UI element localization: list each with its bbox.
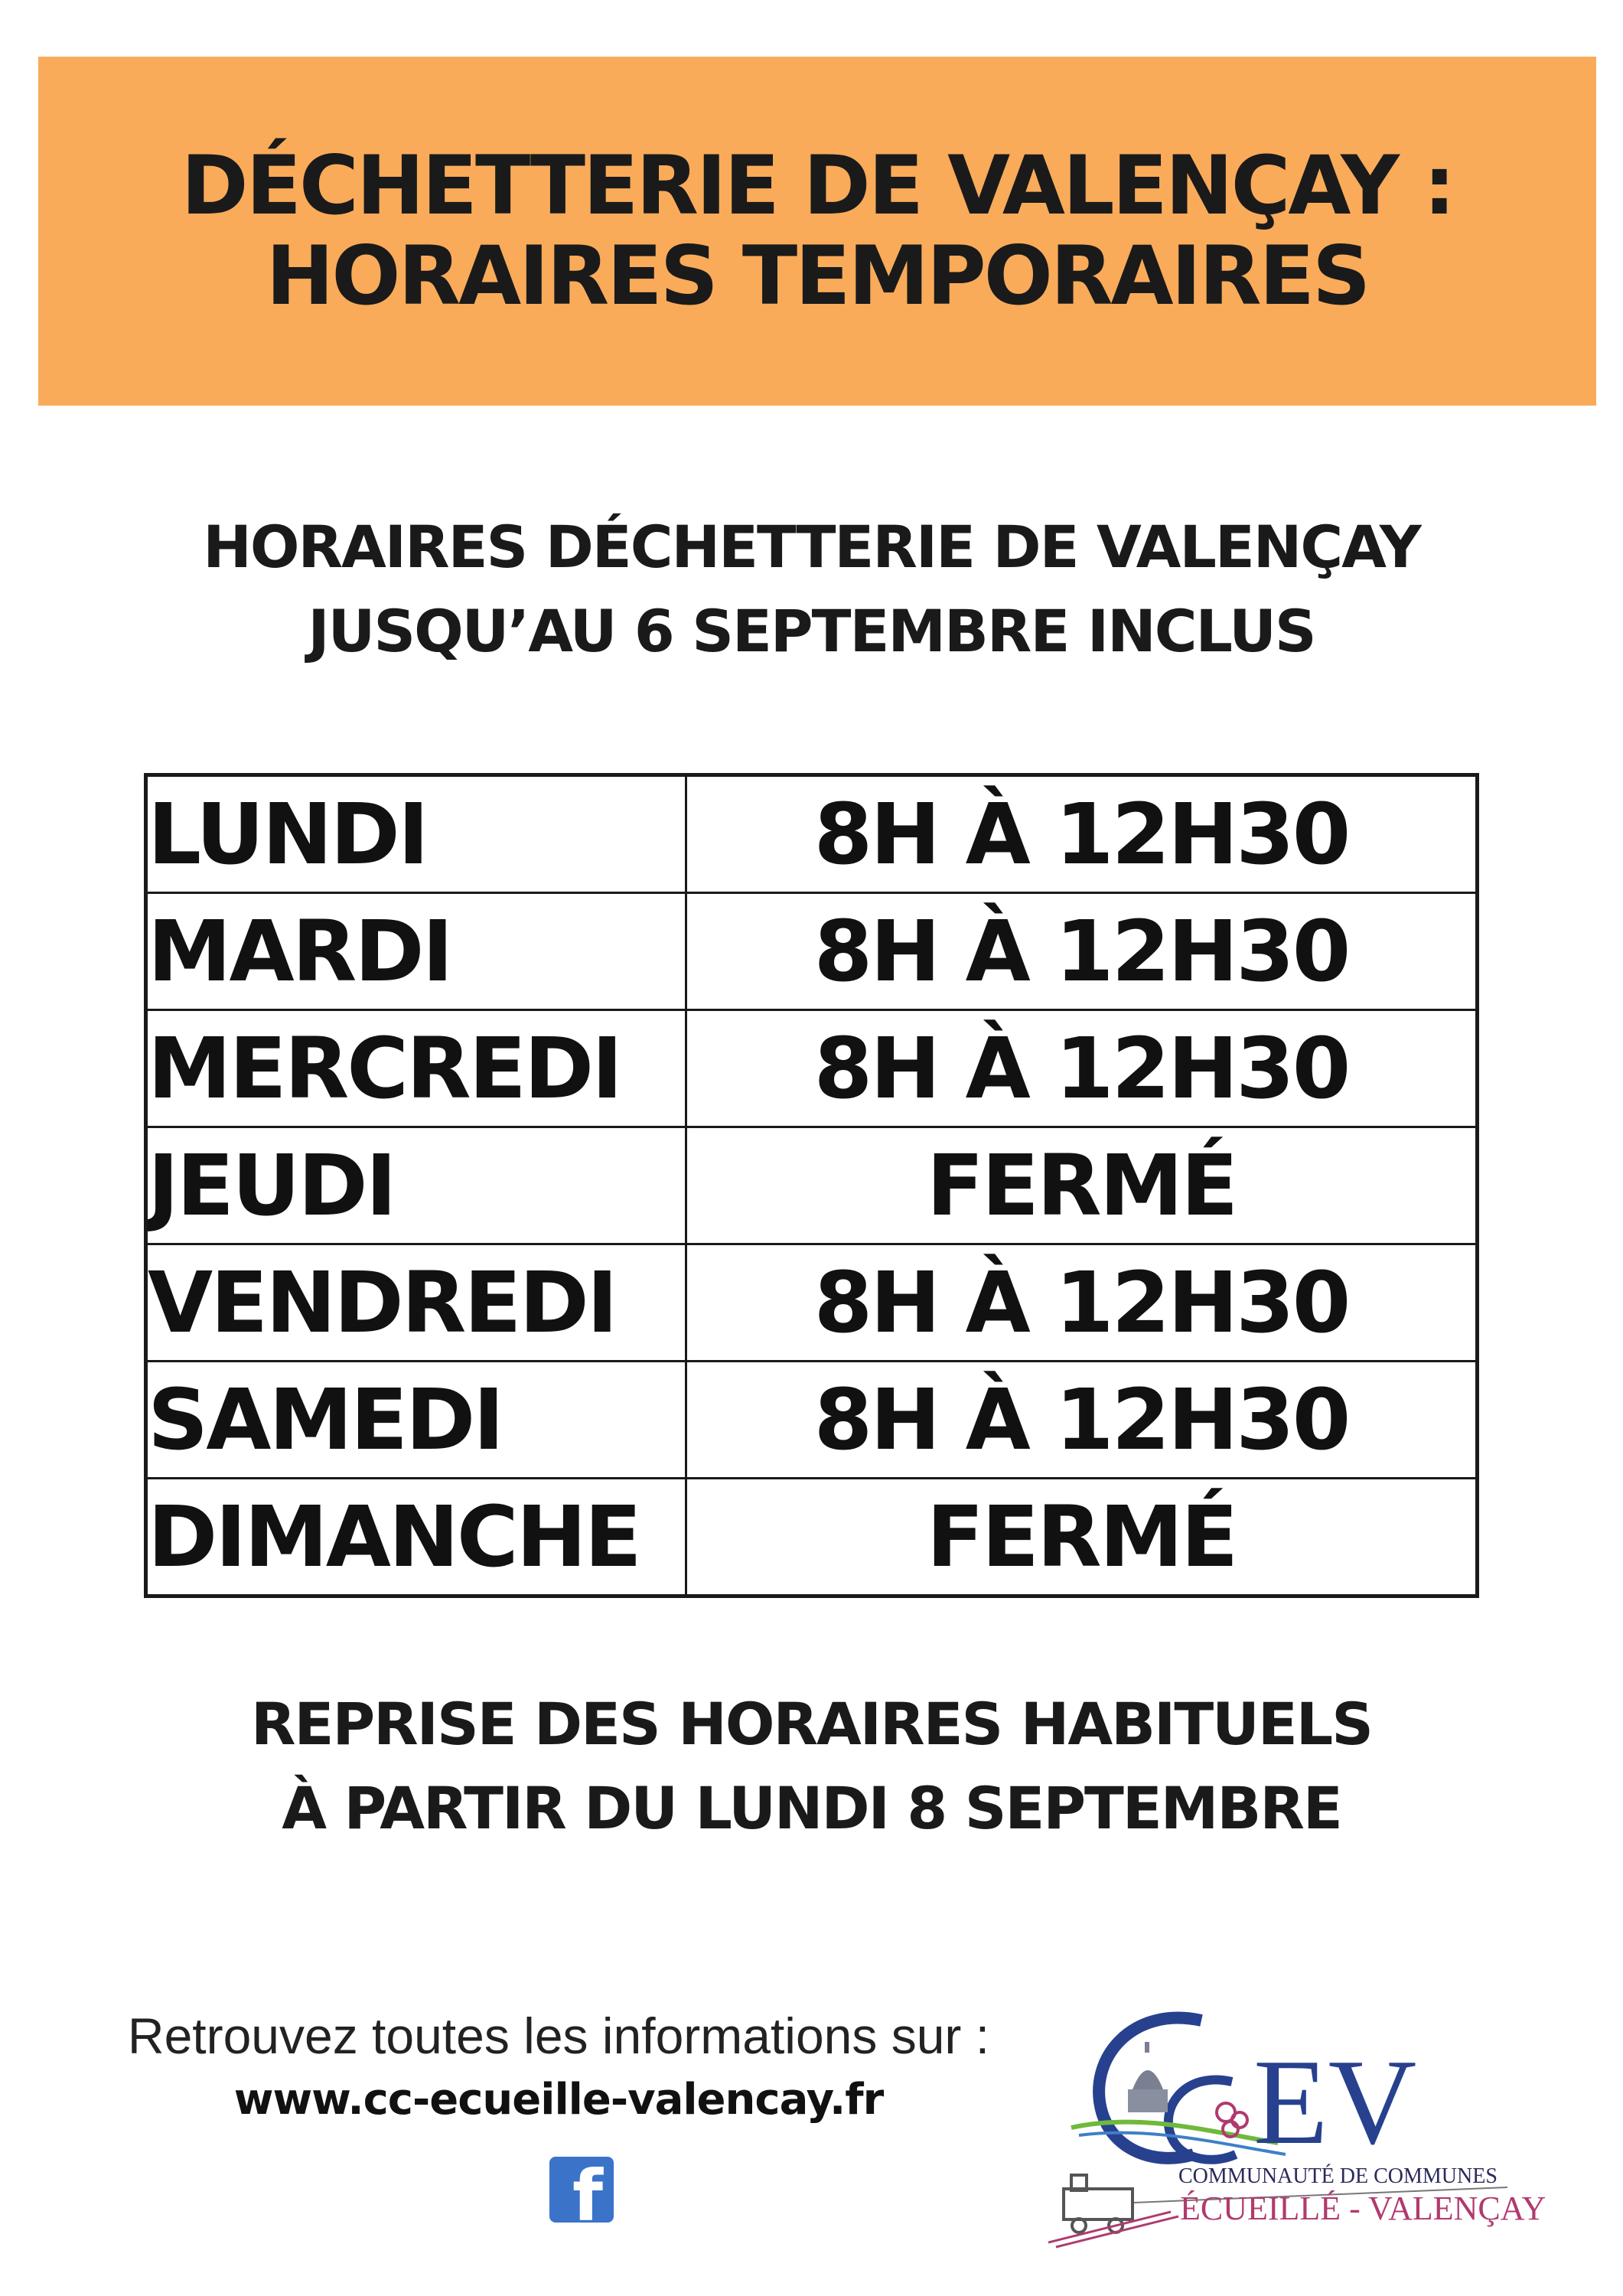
table-row [146,775,1478,893]
subtitle [0,505,1623,673]
day-cell: JEUDI [146,1127,686,1244]
logo-caption-line-1: COMMUNAUTÉ DE COMMUNES [1178,2164,1498,2188]
day-cell: DIMANCHE [146,1479,686,1596]
title-line-2: HORAIRES TEMPORAIRES [266,229,1369,323]
hours-cell: 8H À 12H30 [686,775,1478,893]
subtitle-line-1: HORAIRES DÉCHETTERIE DE VALENÇAY [203,513,1420,581]
hours-cell: FERMÉ [686,1479,1478,1596]
hours-cell: FERMÉ [686,1127,1478,1244]
resume-line-1: REPRISE DES HORAIRES HABITUELS [251,1690,1372,1758]
table-row [146,893,1478,1010]
table-row [146,1362,1478,1479]
logo-caption-line-2: ÉCUEILLÉ - VALENÇAY [1180,2190,1546,2227]
website-link[interactable]: www.cc-ecueille-valencay.fr [233,2075,884,2125]
day-cell: MERCREDI [146,1010,686,1127]
title-banner [38,57,1596,406]
schedule-table [144,773,1479,1598]
table-row [146,1479,1478,1596]
table-row [146,1244,1478,1362]
subtitle-line-2: JUSQU’AU 6 SEPTEMBRE INCLUS [308,597,1315,665]
table-row [146,1127,1478,1244]
resume-line-2: À PARTIR DU LUNDI 8 SEPTEMBRE [282,1774,1341,1842]
svg-text:EV: EV [1253,2033,1417,2170]
resume-notice [0,1682,1623,1851]
hours-cell: 8H À 12H30 [686,893,1478,1010]
hours-cell: 8H À 12H30 [686,1010,1478,1127]
day-cell: LUNDI [146,775,686,893]
day-cell: VENDREDI [146,1244,686,1362]
info-text: Retrouvez toutes les informations sur : [127,2007,990,2064]
title-line-1: DÉCHETTERIE DE VALENÇAY : [181,139,1454,233]
facebook-icon[interactable]: f [549,2157,614,2223]
table-row [146,1010,1478,1127]
info-block [61,2004,1056,2132]
day-cell: SAMEDI [146,1362,686,1479]
day-cell: MARDI [146,893,686,1010]
hours-cell: 8H À 12H30 [686,1362,1478,1479]
hours-cell: 8H À 12H30 [686,1244,1478,1362]
ccev-logo [1048,1998,1546,2258]
